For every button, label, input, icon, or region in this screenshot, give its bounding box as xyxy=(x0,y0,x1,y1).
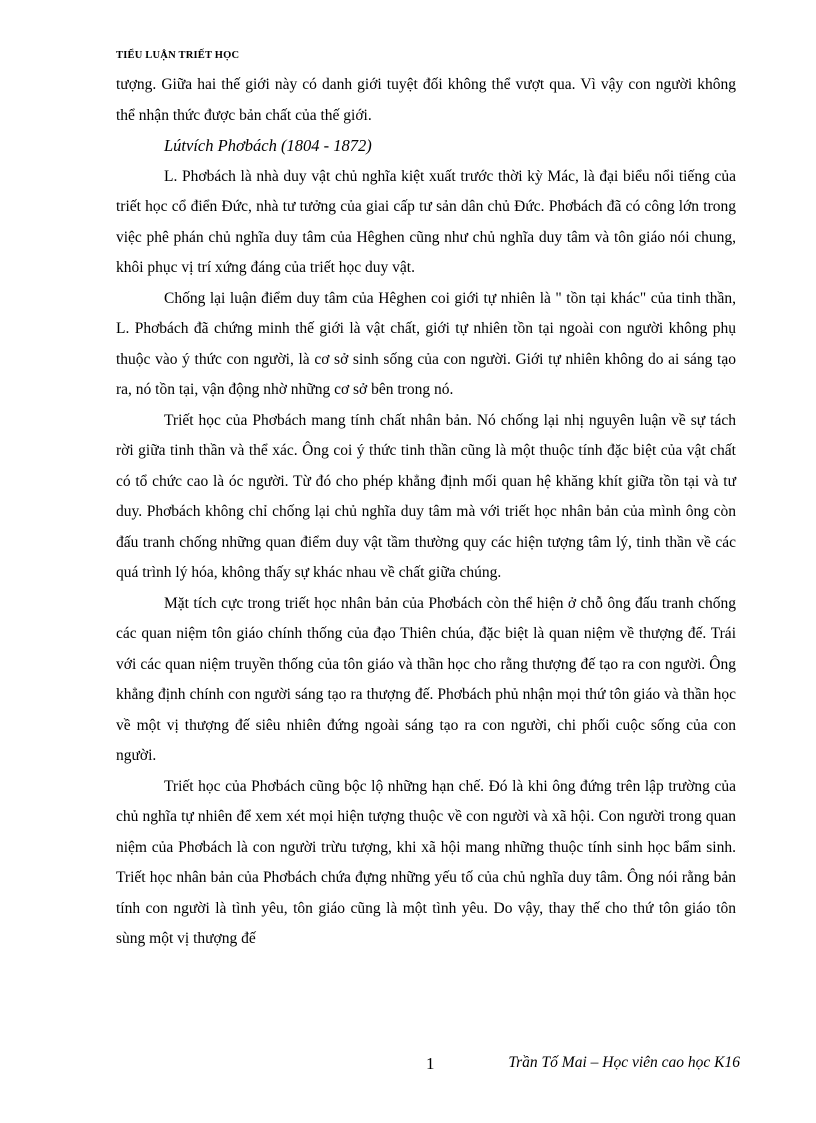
page-number: 1 xyxy=(426,1054,435,1073)
document-header: TIỂU LUẬN TRIẾT HỌC xyxy=(116,50,240,61)
footer-author: Trần Tố Mai – Học viên cao học K16 xyxy=(508,1054,740,1071)
paragraph: Mặt tích cực trong triết học nhân bản của Phơbách còn thể hiện ở chỗ ông đấu tranh chống các quan niệm tôn giáo chính thống của đạo Thiên chúa, đặc biệt là quan niệm về thượng đế. Trái với các quan niệm truyền thống của tôn giáo và thần học cho rằng thượng đế tạo ra con người. Ông khẳng định chính con người sáng tạo ra thượng đế. Phơbách phủ nhận mọi thứ tôn giáo và thần học về một vị thượng đế siêu nhiên đứng ngoài sáng tạo ra con người, chi phối cuộc sống của con người. xyxy=(116,594,736,764)
paragraph: Triết học của Phơbách cũng bộc lộ những hạn chế. Đó là khi ông đứng trên lập trường của chủ nghĩa tự nhiên để xem xét mọi hiện tượng thuộc về con người và xã hội. Con người trong quan niệm của Phơbách là con người trừu tượng, khi xã hội mang những thuộc tính sinh học bẩm sinh. Triết học nhân bản của Phơbách chứa đựng những yếu tố của chủ nghĩa duy tâm. Ông nói rằng bản tính con người là tình yêu, tôn giáo cũng là một tình yêu. Do vậy, thay thế cho thứ tôn giáo tôn sùng một vị thượng đế xyxy=(116,777,736,947)
document-footer xyxy=(0,1054,816,1082)
document-body xyxy=(116,70,736,955)
paragraph: L. Phơbách là nhà duy vật chủ nghĩa kiệt xuất trước thời kỳ Mác, là đại biểu nổi tiếng của triết học cổ điển Đức, nhà tư tưởng của giai cấp tư sản dân chủ Đức. Phơbách đã có công lớn trong việc phê phán chủ nghĩa duy tâm của Hêghen cũng như chủ nghĩa duy tâm và tôn giáo nói chung, khôi phục vị trí xứng đáng của triết học duy vật. xyxy=(116,167,736,276)
paragraph-continuation: tượng. Giữa hai thế giới này có danh giới tuyệt đối không thể vượt qua. Vì vậy con người không thể nhận thức được bản chất của thế giới. xyxy=(116,76,736,124)
paragraph: Triết học của Phơbách mang tính chất nhân bản. Nó chống lại nhị nguyên luận về sự tách rời giữa tinh thần và thể xác. Ông coi ý thức tinh thần cũng là một thuộc tính đặc biệt của vật chất có tổ chức cao là óc người. Từ đó cho phép khẳng định mối quan hệ khăng khít giữa tồn tại và tư duy. Phơbách không chỉ chống lại chủ nghĩa duy tâm mà với triết học nhân bản của mình ông còn đấu tranh chống những quan điểm duy vật tầm thường quy các hiện tượng tâm lý, tinh thần về các quá trình lý hóa, không thấy sự khác nhau về chất giữa chúng. xyxy=(116,411,736,581)
section-heading: Lútvích Phơbách (1804 - 1872) xyxy=(164,136,372,155)
paragraph: Chống lại luận điểm duy tâm của Hêghen coi giới tự nhiên là " tồn tại khác" của tinh thần, L. Phơbách đã chứng minh thế giới là vật chất, giới tự nhiên tồn tại ngoài con người không phụ thuộc vào ý thức con người, là cơ sở sinh sống của con người. Giới tự nhiên không do ai sáng tạo ra, nó tồn tại, vận động nhờ những cơ sở bên trong nó. xyxy=(116,289,736,398)
